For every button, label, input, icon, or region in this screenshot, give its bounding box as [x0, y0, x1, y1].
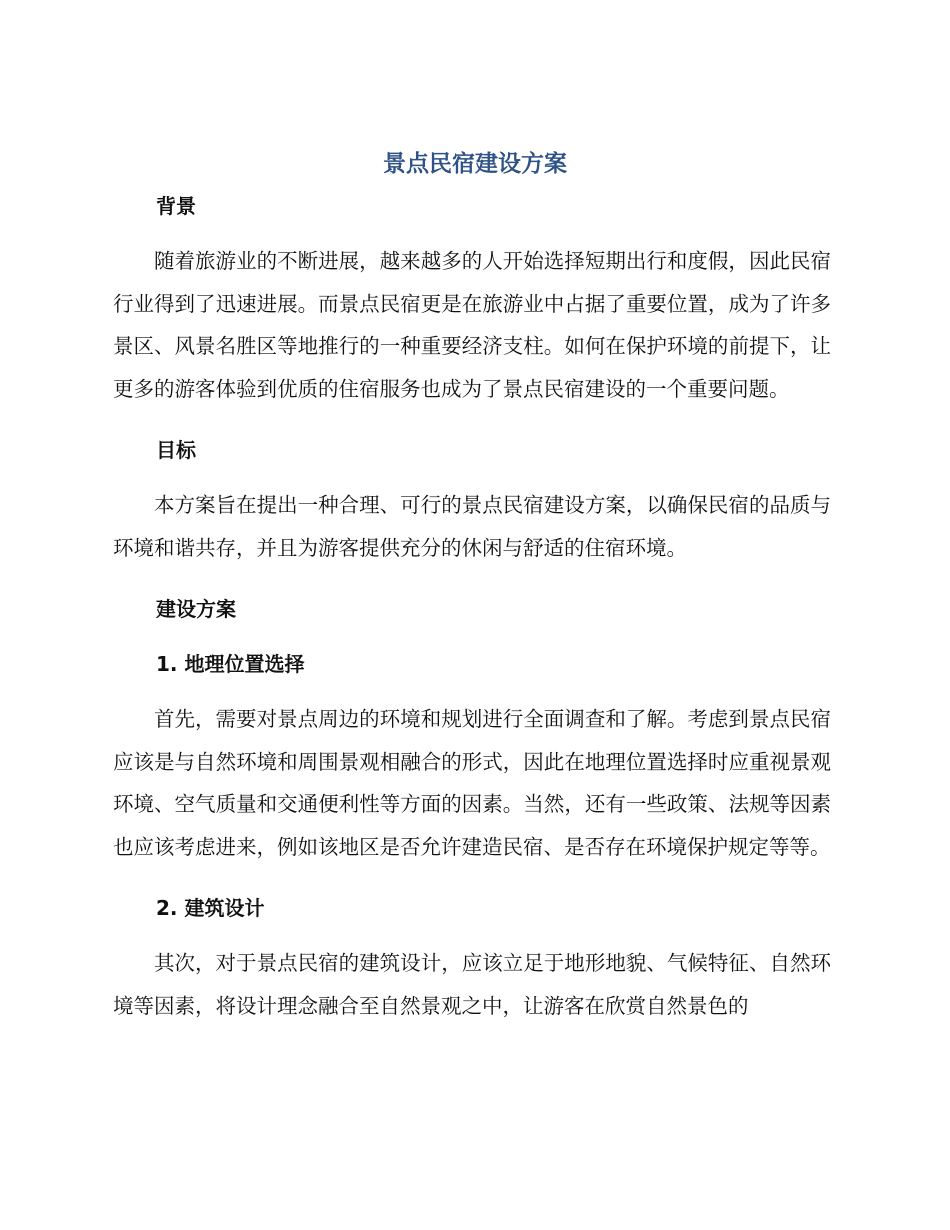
document-title: 景点民宿建设方案 [383, 151, 567, 177]
section-heading-location: 1. 地理位置选择 [156, 652, 305, 676]
section-heading-plan: 建设方案 [156, 597, 236, 621]
paragraph-goal: 本方案旨在提出一种合理、可行的景点民宿建设方案，以确保民宿的品质与环境和谐共存，并且为游客提供充分的休闲与舒适的住宿环境。 [113, 493, 831, 560]
paragraph-location: 首先，需要对景点周边的环境和规划进行全面调查和了解。考虑到景点民宿应该是与自然环境和周围景观相融合的形式，因此在地理位置选择时应重视景观环境、空气质量和交通便利性等方面的因素。当然，还有一些政策、法规等因素也应该考虑进来，例如该地区是否允许建造民宿、是否存在环境保护规定等等。 [113, 707, 831, 859]
section-heading-architecture: 2. 建筑设计 [156, 896, 265, 920]
paragraph-background: 随着旅游业的不断进展，越来越多的人开始选择短期出行和度假，因此民宿行业得到了迅速进展。而景点民宿更是在旅游业中占据了重要位置，成为了许多景区、风景名胜区等地推行的一种重要经济支柱。如何在保护环境的前提下，让更多的游客体验到优质的住宿服务也成为了景点民宿建设的一个重要问题。 [113, 249, 831, 401]
section-heading-goal: 目标 [156, 438, 196, 462]
section-heading-background: 背景 [156, 194, 196, 218]
paragraph-architecture: 其次，对于景点民宿的建筑设计，应该立足于地形地貌、气候特征、自然环境等因素，将设计理念融合至自然景观之中，让游客在欣赏自然景色的 [113, 951, 831, 1018]
document-body [113, 188, 831, 1027]
